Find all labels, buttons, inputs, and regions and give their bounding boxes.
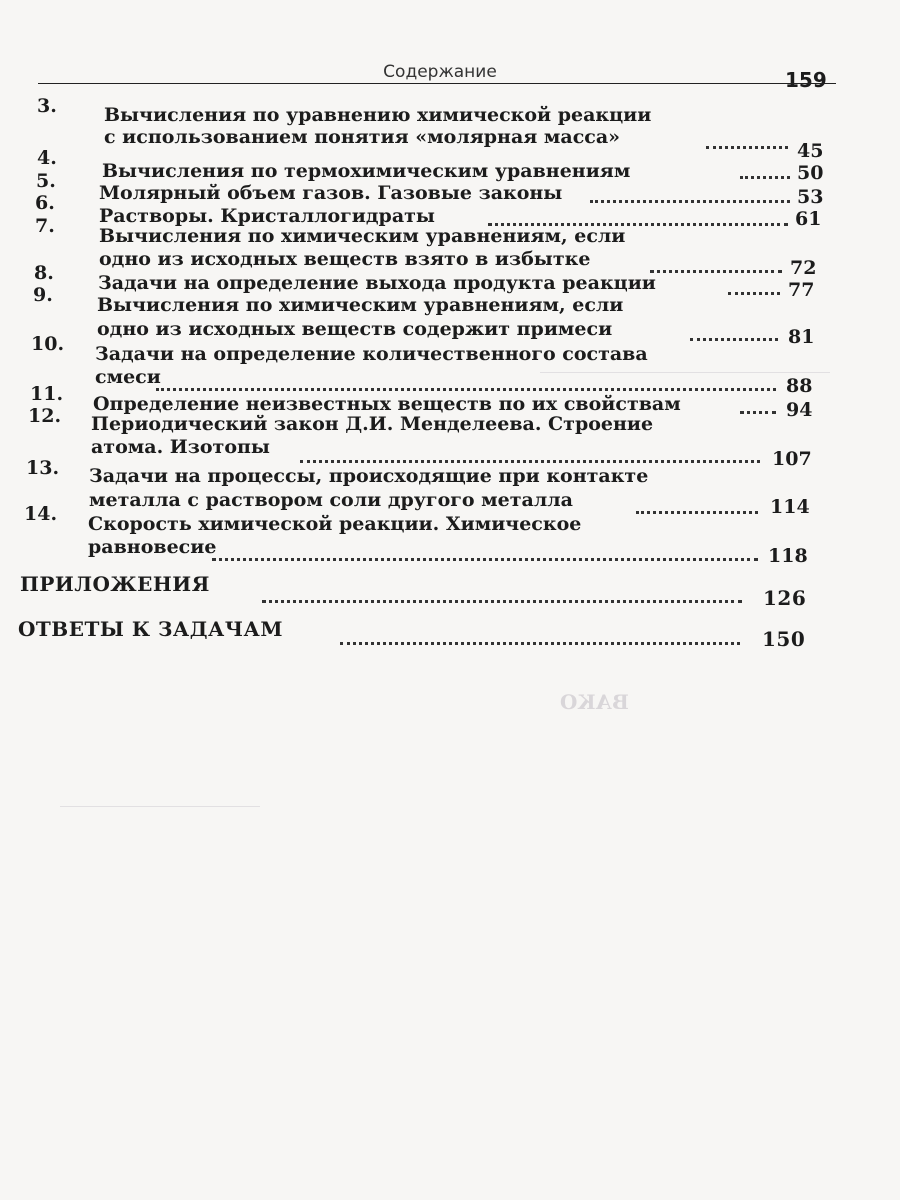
toc-entry-title: одно из исходных веществ взято в избытке [99, 248, 591, 270]
toc-entry-title: Определение неизвестных веществ по их свойствам [93, 393, 681, 415]
toc-section-title: ПРИЛОЖЕНИЯ [20, 572, 210, 596]
toc-entry-title: Вычисления по термохимическим уравнениям [102, 160, 631, 182]
toc-entry-title: атома. Изотопы [91, 436, 270, 458]
toc-entry-title: Вычисления по химическим уравнениям, если [99, 225, 626, 247]
toc-entry-page: 50 [797, 162, 824, 184]
toc-entry-page: 53 [797, 186, 824, 208]
toc-entry-number: 6. [35, 192, 55, 214]
toc-entry-title: металла с раствором соли другого металла [89, 489, 573, 511]
toc-entry-title: равновесие [88, 536, 217, 558]
toc-entry-title: смеси [95, 366, 161, 388]
toc-entry-title: одно из исходных веществ содержит примеси [97, 318, 613, 340]
toc-leader-dots [650, 270, 782, 273]
toc-leader-dots [740, 176, 790, 179]
toc-entry-title: Вычисления по уравнению химической реакции [104, 104, 652, 126]
toc-entry-number: 7. [35, 215, 55, 237]
show-through-rule [60, 806, 260, 807]
show-through-rule [540, 372, 830, 373]
toc-entry-number: 14. [24, 503, 58, 525]
toc-entry-page: 114 [770, 496, 810, 518]
toc-entry-number: 9. [33, 284, 53, 306]
toc-entry-number: 13. [26, 457, 60, 479]
toc-entry-title: Вычисления по химическим уравнениям, если [97, 294, 624, 316]
toc-leader-dots [636, 511, 758, 514]
toc-leader-dots [340, 642, 740, 645]
toc-section-title: ОТВЕТЫ К ЗАДАЧАМ [18, 617, 283, 641]
toc-entry-page: 94 [786, 399, 813, 421]
toc-entry-title: Растворы. Кристаллогидраты [99, 205, 435, 227]
toc-entry-title: Задачи на определение выхода продукта реакции [98, 272, 656, 294]
toc-section-page: 126 [763, 586, 807, 610]
running-header-title: Содержание [383, 62, 497, 82]
toc-entry-title: Скорость химической реакции. Химическое [88, 513, 582, 535]
header-rule [38, 83, 836, 84]
toc-leader-dots [156, 388, 776, 391]
toc-leader-dots [728, 292, 780, 295]
toc-entry-page: 45 [797, 140, 824, 162]
toc-entry-page: 88 [786, 375, 813, 397]
toc-entry-number: 8. [34, 262, 54, 284]
toc-leader-dots [690, 338, 778, 341]
toc-leader-dots [262, 600, 742, 603]
toc-entry-page: 72 [790, 257, 817, 279]
toc-entry-page: 118 [768, 545, 808, 567]
toc-entry-title: с использованием понятия «молярная масса» [104, 126, 621, 148]
toc-entry-page: 107 [772, 448, 812, 470]
toc-entry-page: 61 [795, 208, 822, 230]
toc-entry-title: Периодический закон Д.И. Менделеева. Строение [91, 413, 654, 435]
toc-section-page: 150 [762, 627, 806, 651]
toc-entry-number: 4. [37, 147, 57, 169]
toc-entry-title: Задачи на процессы, происходящие при контакте [89, 465, 649, 487]
toc-entry-number: 5. [36, 170, 56, 192]
toc-leader-dots [590, 200, 790, 203]
toc-entry-number: 11. [30, 383, 64, 405]
toc-entry-number: 12. [28, 405, 62, 427]
show-through-text: ВАКО [560, 690, 629, 714]
toc-entry-page: 81 [788, 326, 815, 348]
toc-entry-title: Задачи на определение количественного состава [95, 343, 648, 365]
toc-entry-number: 10. [31, 333, 65, 355]
toc-leader-dots [300, 460, 760, 463]
toc-leader-dots [212, 558, 758, 561]
toc-leader-dots [740, 411, 776, 414]
toc-leader-dots [706, 146, 788, 149]
page-number: 159 [785, 68, 827, 92]
toc-entry-title: Молярный объем газов. Газовые законы [99, 182, 563, 204]
toc-entry-page: 77 [788, 279, 815, 301]
toc-entry-number: 3. [37, 95, 57, 117]
